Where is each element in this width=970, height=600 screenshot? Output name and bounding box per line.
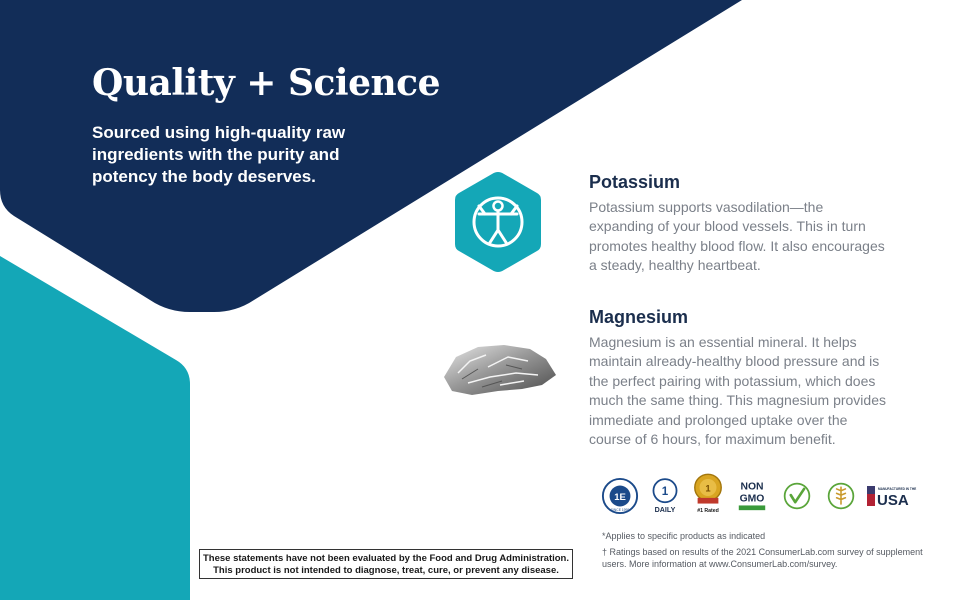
- non-gmo-line2: GMO: [739, 493, 765, 505]
- quality-seal-ring-text: SINCE 1999: [610, 508, 630, 513]
- ratings-footnote: † Ratings based on results of the 2021 ConsumerLab.com survey of supplement users. More information at www.ConsumerLab.com/survey.: [602, 547, 923, 569]
- applies-footnote: *Applies to specific products as indicated: [602, 531, 766, 541]
- magnesium-crystal-image: [438, 337, 560, 399]
- magnesium-description: Magnesium is an essential mineral. It helps maintain already-healthy blood pressure and is the perfect pairing with potassium, which does much the same thing. This magnesium provides immediate and prolonged uptake over the course of 6 hours, for maximum benefit.: [589, 334, 886, 448]
- award-medal-caption: #1 Rated: [697, 508, 719, 515]
- teal-corner-shape: [0, 256, 190, 600]
- made-in-usa-line2: USA: [877, 492, 909, 509]
- hero-subtitle: Sourced using high-quality raw ingredients with the purity and potency the body deserves.: [92, 123, 346, 186]
- fda-disclaimer: [199, 549, 573, 579]
- made-in-usa-icon: [866, 472, 918, 520]
- certification-badges: [600, 472, 930, 520]
- quality-seal-icon: [600, 472, 640, 520]
- made-in-usa-line1: MANUFACTURED IN THE: [878, 487, 917, 491]
- award-medal-number: 1: [705, 483, 711, 495]
- potassium-description: Potassium supports vasodilation—the expanding of your blood vessels. This in turn promotes healthy blood flow. It also encourages a steady, healthy heartbeat.: [589, 199, 885, 274]
- page-title: Quality + Science: [92, 62, 440, 104]
- magnesium-heading: Magnesium: [589, 307, 689, 327]
- one-daily-icon: [647, 472, 683, 520]
- fda-disclaimer-line1: These statements have not been evaluated by the Food and Drug Administration.: [203, 553, 569, 564]
- one-daily-caption: DAILY: [654, 506, 676, 514]
- non-gmo-line1: NON: [740, 481, 764, 493]
- vitruvian-man-icon: [453, 170, 543, 274]
- non-gmo-icon: [734, 472, 770, 520]
- gluten-free-icon: [824, 472, 858, 520]
- fda-disclaimer-line2: This product is not intended to diagnose, treat, cure, or prevent any disease.: [213, 565, 559, 576]
- award-medal-icon: [690, 472, 726, 520]
- potassium-heading: Potassium: [589, 172, 681, 192]
- one-daily-number: 1: [661, 486, 669, 499]
- vegetarian-icon: [780, 472, 814, 520]
- quality-seal-text: 1E: [614, 491, 626, 503]
